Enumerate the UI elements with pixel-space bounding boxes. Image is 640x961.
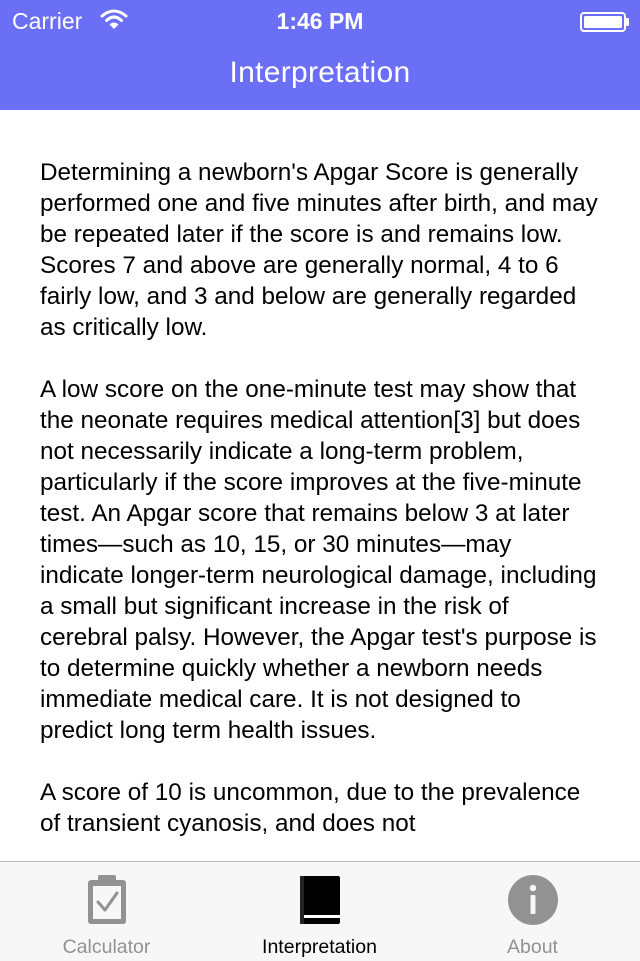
book-icon	[213, 874, 426, 926]
tab-calculator[interactable]	[0, 862, 213, 961]
tab-label: Interpretation	[262, 936, 377, 958]
tab-label: About	[507, 936, 558, 958]
battery-icon	[580, 11, 630, 31]
paragraph-scoring-timing: Determining a newborn's Apgar Score is generally performed one and five minutes after birth, and may be repeated later if the score is and remains low. Scores 7 and above are generally normal, 4 to 6 fairly low, and 3 and below are generally regarded as critically low.	[40, 159, 598, 341]
nav-title: Interpretation	[229, 56, 411, 89]
info-icon	[426, 874, 639, 926]
carrier-label: Carrier	[12, 8, 83, 34]
tab-label: Calculator	[62, 936, 151, 958]
header	[0, 0, 640, 110]
paragraph-low-score: A low score on the one-minute test may show that the neonate requires medical attention[3] but does not necessarily indicate a long-term problem, particularly if the score improves at the five-minute test. An Apgar score that remains below 3 at later times—such as 10, 15, or 30 minutes—may indicate longer-term neurological damage, including a small but significant increase in the risk of cerebral palsy. However, the Apgar test's purpose is to determine quickly whether a newborn needs immediate medical care. It is not designed to predict long term health issues.	[40, 376, 597, 744]
paragraph-score-ten: A score of 10 is uncommon, due to the prevalence of transient cyanosis, and does not	[40, 779, 581, 837]
status-time: 1:46 PM	[276, 8, 364, 34]
clipboard-icon	[0, 874, 213, 926]
interpretation-text[interactable]	[40, 157, 600, 860]
status-bar	[0, 0, 640, 40]
tab-interpretation[interactable]	[213, 862, 426, 961]
tab-about[interactable]	[426, 862, 639, 961]
tab-bar	[0, 861, 640, 961]
